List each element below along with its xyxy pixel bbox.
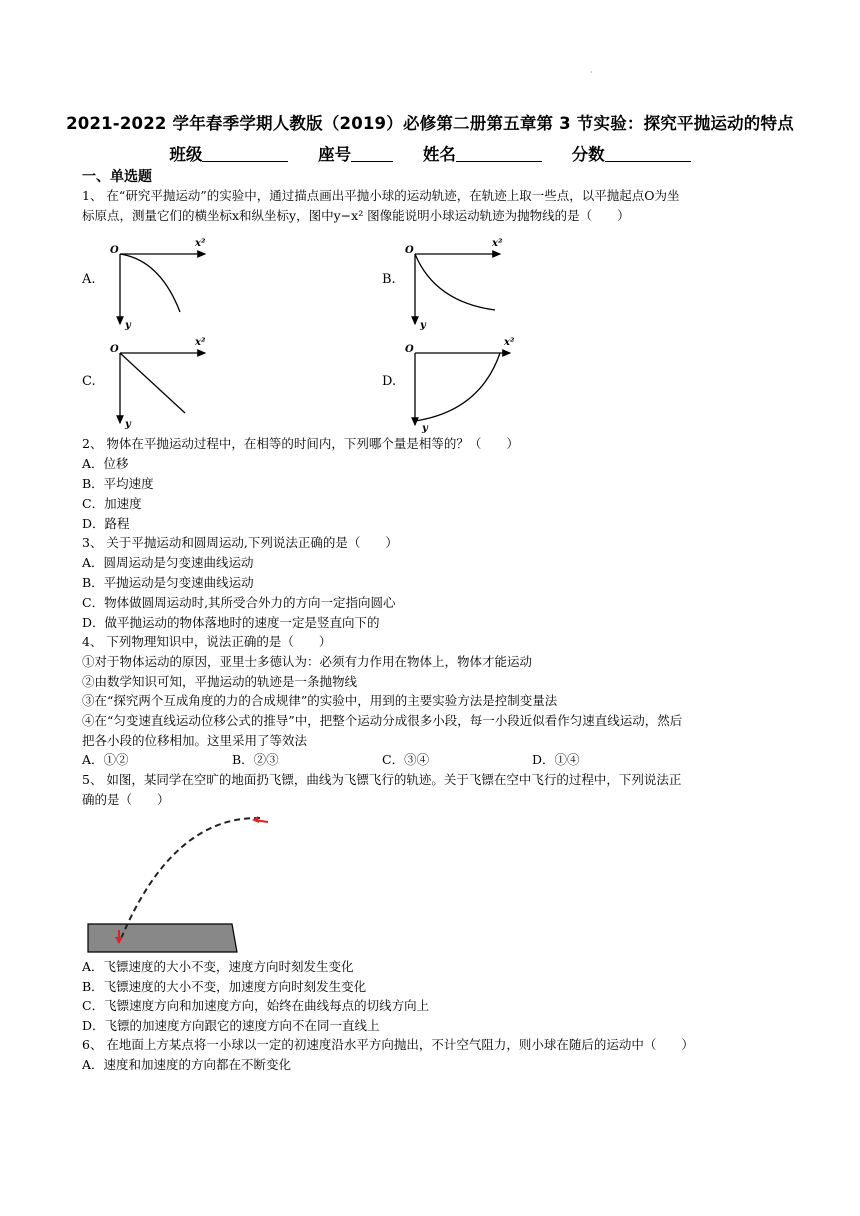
page-title: 2021-2022 学年春季学期人教版（2019）必修第二册第五章第 3 节实验：探究平抛运动的特点 (66, 114, 794, 133)
dart-trajectory-figure (82, 806, 252, 956)
q4-item-2: ②由数学知识可知，平抛运动的轨迹是一条抛物线 (82, 674, 358, 689)
q3-stem: 3、 关于平抛运动和圆周运动,下列说法正确的是（ ） (82, 535, 398, 550)
graph-b (400, 232, 510, 332)
corner-dot: · (590, 68, 593, 77)
graph-d-x-label: x² (504, 337, 515, 348)
score-label: 分数 (571, 145, 605, 164)
graph-c-y-label: y (125, 419, 131, 430)
q5-option-d[interactable]: D．飞镖的加速度方向跟它的速度方向不在同一直线上 (82, 1018, 380, 1033)
name-blank[interactable] (456, 145, 542, 162)
q2-option-b[interactable]: B．平均速度 (82, 476, 154, 491)
q2-stem: 2、 物体在平抛运动过程中，在相等的时间内，下列哪个量是相等的？（ ） (82, 436, 519, 451)
graph-a-x-label: x² (195, 238, 206, 249)
graph-b-y-label: y (420, 320, 426, 331)
student-info-row (0, 141, 860, 165)
graph-c-x-label: x² (195, 337, 206, 348)
graph-d-y-label: y (422, 423, 428, 434)
q1-option-c-label[interactable]: C. (82, 374, 96, 389)
q6-stem: 6、 在地面上方某点将一小球以一定的初速度沿水平方向抛出，不计空气阻力，则小球在随后的运动中（ ） (82, 1037, 694, 1052)
q4-option-a[interactable]: A．①② (82, 752, 129, 767)
q5-option-b[interactable]: B．飞镖速度的大小不变，加速度方向时刻发生变化 (82, 979, 367, 994)
q1-option-b-label[interactable]: B. (382, 272, 396, 287)
seat-label: 座号 (318, 145, 352, 164)
score-blank[interactable] (605, 145, 691, 162)
graph-c (105, 333, 215, 433)
class-blank[interactable] (202, 145, 288, 162)
graph-d-origin: O (405, 344, 414, 355)
graph-a-origin: O (110, 245, 119, 256)
q5-option-c[interactable]: C．飞镖速度方向和加速度方向，始终在曲线每点的切线方向上 (82, 998, 430, 1013)
q2-option-d[interactable]: D．路程 (82, 516, 130, 531)
seat-blank[interactable] (351, 145, 393, 162)
q4-option-d[interactable]: D．①④ (532, 752, 580, 767)
q5-option-a[interactable]: A．飞镖速度的大小不变，速度方向时刻发生变化 (82, 959, 354, 974)
q4-option-b[interactable]: B．②③ (232, 752, 279, 767)
q1-stem-line2: 标原点，测量它们的横坐标x和纵坐标y，图中y−x² 图像能说明小球运动轨迹为抛物线的是（ ） (82, 208, 630, 223)
q6-option-a[interactable]: A．速度和加速度的方向都在不断变化 (82, 1057, 292, 1072)
name-label: 姓名 (422, 145, 456, 164)
q4-stem: 4、 下列物理知识中，说法正确的是（ ） (82, 634, 332, 649)
graph-b-x-label: x² (492, 238, 503, 249)
q2-option-a[interactable]: A．位移 (82, 456, 129, 471)
ground-slab (88, 924, 237, 952)
section-heading: 一、单选题 (82, 169, 152, 185)
q2-option-c[interactable]: C．加速度 (82, 496, 142, 511)
q4-item-3: ③在“探究两个互成角度的力的合成规律”的实验中，用到的主要实验方法是控制变量法 (82, 693, 558, 708)
q4-option-c[interactable]: C．③④ (382, 752, 430, 767)
graph-a-y-label: y (125, 320, 131, 331)
q3-option-c[interactable]: C．物体做圆周运动时,其所受合外力的方向一定指向圆心 (82, 595, 396, 610)
q4-item-4: ④在“匀变速直线运动位移公式的推导”中，把整个运动分成很多小段，每一小段近似看作匀速直线运动，然后 (82, 713, 683, 728)
q5-stem-line2: 确的是（ ） (82, 792, 170, 807)
graph-d (400, 333, 520, 433)
q1-stem-line1: 1、 在“研究平抛运动”的实验中，通过描点画出平抛小球的运动轨迹，在轨迹上取一些点，以平抛起点O为坐 (82, 188, 680, 203)
q3-option-d[interactable]: D．做平抛运动的物体落地时的速度一定是竖直向下的 (82, 615, 380, 630)
graph-b-origin: O (405, 245, 414, 256)
graph-a (105, 232, 215, 332)
q1-option-a-label[interactable]: A. (82, 272, 96, 287)
q5-stem-line1: 5、 如图，某同学在空旷的地面扔飞镖，曲线为飞镖飞行的轨迹。关于飞镖在空中飞行的过程中，下列说法正 (82, 772, 682, 787)
q3-option-a[interactable]: A．圆周运动是匀变速曲线运动 (82, 555, 254, 570)
q1-option-d-label[interactable]: D. (382, 374, 397, 389)
graph-c-origin: O (110, 344, 119, 355)
q4-item-1: ①对于物体运动的原因，亚里士多德认为：必须有力作用在物体上，物体才能运动 (82, 654, 533, 669)
q4-item-4-cont: 把各小段的位移相加。这里采用了等效法 (82, 733, 308, 748)
dart-path (120, 818, 260, 941)
class-label: 班级 (169, 145, 203, 164)
q3-option-b[interactable]: B．平抛运动是匀变速曲线运动 (82, 575, 254, 590)
